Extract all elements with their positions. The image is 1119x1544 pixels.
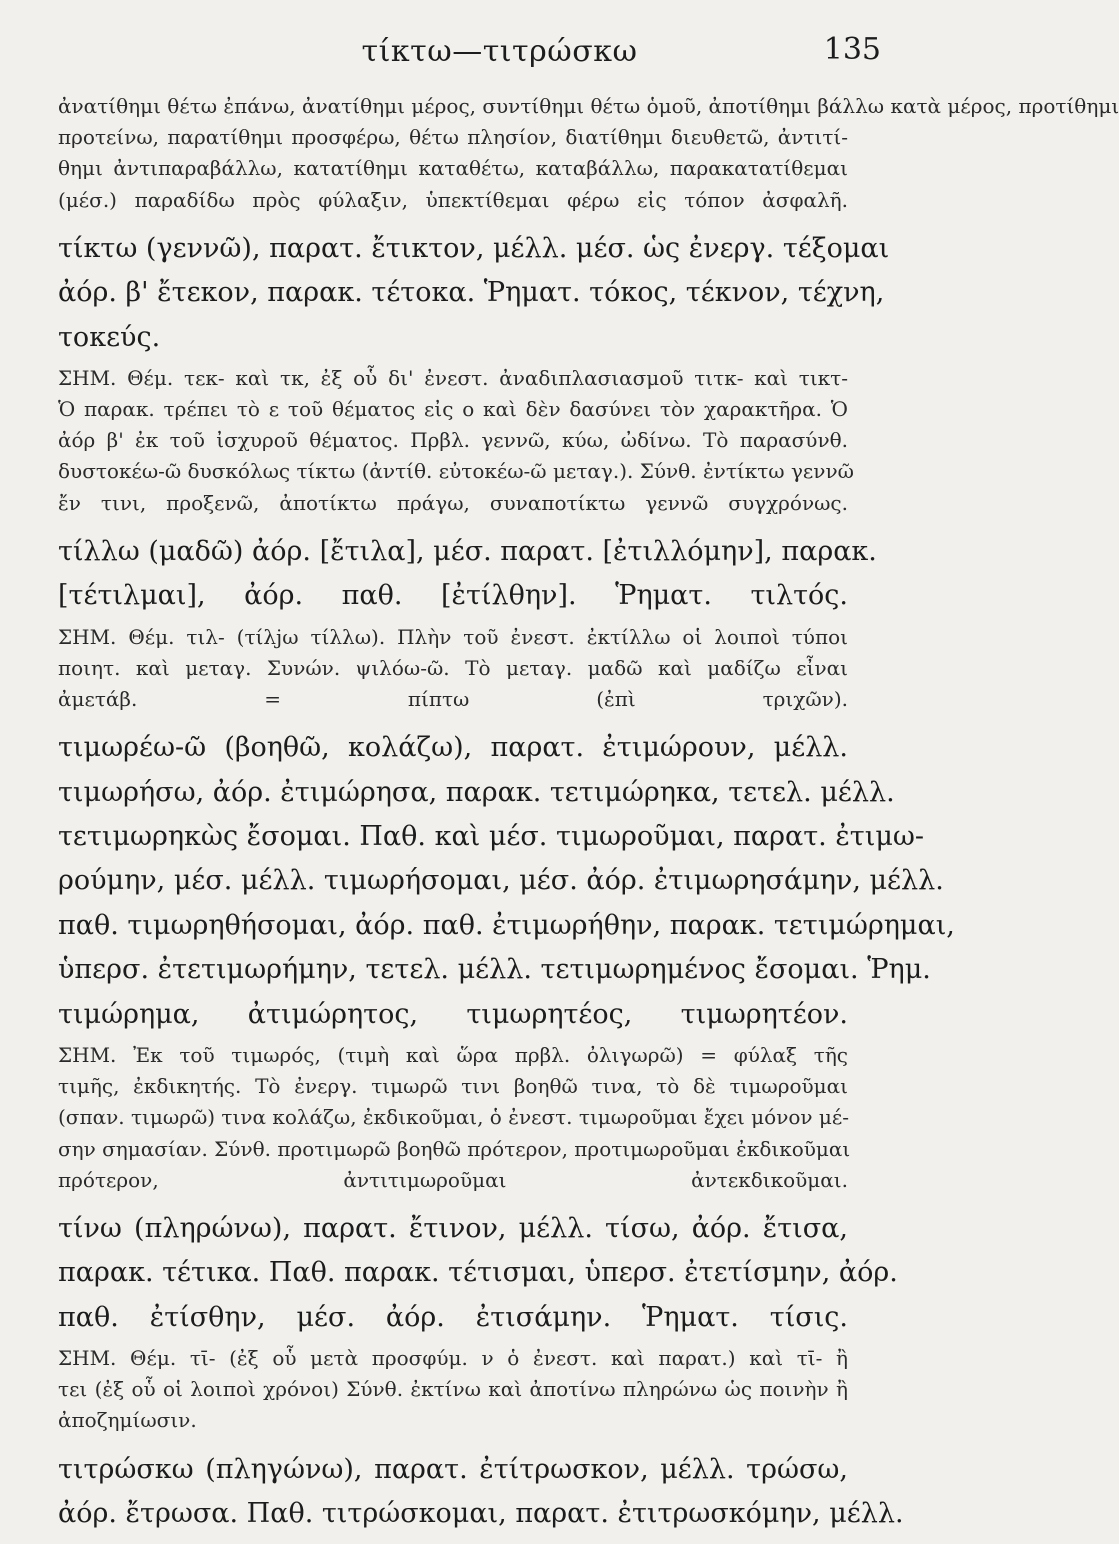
entry-line: τιμώρημα, ἀτιμώρητος, τιμωρητέος, τιμωρητέον. bbox=[58, 998, 848, 1030]
note-line: ἀνατίθημι θέτω ἐπάνω, ἀνατίθημι μέρος, συντίθημι θέτω ὁμοῦ, ἀποτίθημι βάλλω κατὰ μέρος, προτίθημι bbox=[58, 94, 1119, 118]
note-line: (σπαν. τιμωρῶ) τινα κολάζω, ἐκδικοῦμαι, ὁ ἐνεστ. τιμωροῦμαι ἔχει μόνον μέ- bbox=[58, 1105, 850, 1130]
note-line: ἔν τινι, προξενῶ, ἀποτίκτω πράγω, συναποτίκτω γεννῶ συγχρόνως. bbox=[58, 490, 848, 515]
entry-line: ρούμην, μέσ. μέλλ. τιμωρήσομαι, μέσ. ἀόρ. ἐτιμωρησάμην, μέλλ. bbox=[58, 865, 944, 897]
note-line: ΣΗΜ. Ἐκ τοῦ τιμωρός, (τιμὴ καὶ ὥρα πρβλ. ὀλιγωρῶ) = φύλαξ τῆς bbox=[58, 1042, 848, 1067]
note-line: προτείνω, παρατίθημι προσφέρω, θέτω πλησίον, διατίθημι διευθετῶ, ἀντιτί- bbox=[58, 125, 848, 150]
note-line: τει (ἐξ οὗ οἱ λοιποὶ χρόνοι) Σύνθ. ἐκτίνω καὶ ἀποτίνω πληρώνω ὡς ποινὴν ἢ bbox=[58, 1377, 848, 1402]
note-line: ΣΗΜ. Θέμ. τεκ- καὶ τκ, ἐξ οὗ δι' ἐνεστ. ἀναδιπλασιασμοῦ τιτκ- καὶ τικτ- bbox=[58, 365, 848, 390]
entry-line: ἀόρ. β' ἔτεκον, παρακ. τέτοκα. Ῥηματ. τόκος, τέκνον, τέχνη, bbox=[58, 277, 885, 309]
entry-line: τίνω (πληρώνω), παρατ. ἔτινον, μέλλ. τίσω, ἀόρ. ἔτισα, bbox=[58, 1212, 848, 1244]
entry-line: τετιμωρηκὼς ἔσομαι. Παθ. καὶ μέσ. τιμωροῦμαι, παρατ. ἐτιμω- bbox=[58, 820, 925, 852]
note-line: δυστοκέω-ῶ δυσκόλως τίκτω (ἀντίθ. εὐτοκέω-ῶ μεταγ.). Σύνθ. ἐντίκτω γεννῶ bbox=[58, 459, 854, 484]
entry-line: τιμωρέω-ῶ (βοηθῶ, κολάζω), παρατ. ἐτιμώρουν, μέλλ. bbox=[58, 732, 848, 764]
entry-line: [τέτιλμαι], ἀόρ. παθ. [ἐτίλθην]. Ῥηματ. τιλτός. bbox=[58, 580, 848, 612]
entry-line: παθ. ἐτίσθην, μέσ. ἀόρ. ἐτισάμην. Ῥηματ. τίσις. bbox=[58, 1301, 848, 1333]
entry-line: τίλλω (μαδῶ) ἀόρ. [ἔτιλα], μέσ. παρατ. [ἐτιλλόμην], παρακ. bbox=[58, 535, 877, 567]
note-line: Ὁ παρακ. τρέπει τὸ ε τοῦ θέματος εἰς ο καὶ δὲν δασύνει τὸν χαρακτῆρα. Ὁ bbox=[58, 397, 848, 422]
entry-line: ὑπερσ. ἐτετιμωρήμην, τετελ. μέλλ. τετιμωρημένος ἔσομαι. Ῥημ. bbox=[58, 954, 931, 986]
note-line: ἀμετάβ. = πίπτω (ἐπὶ τριχῶν). bbox=[58, 687, 848, 712]
note-line: ΣΗΜ. Θέμ. τιλ- (τίλjω τίλλω). Πλὴν τοῦ ἐνεστ. ἐκτίλλω οἱ λοιποὶ τύποι bbox=[58, 624, 848, 649]
note-line: ΣΗΜ. Θέμ. τῑ- (ἐξ οὗ μετὰ προσφύμ. ν ὁ ἐνεστ. καὶ παρατ.) καὶ τῑ- ἢ bbox=[58, 1346, 848, 1371]
running-head: τίκτω—τιτρώσκω bbox=[361, 34, 638, 69]
note-line: (μέσ.) παραδίδω πρὸς φύλαξιν, ὑπεκτίθεμαι φέρω εἰς τόπον ἀσφαλῆ. bbox=[58, 187, 848, 212]
note-line: θημι ἀντιπαραβάλλω, κατατίθημι καταθέτω, καταβάλλω, παρακατατίθεμαι bbox=[58, 156, 848, 181]
entry-line: τίκτω (γεννῶ), παρατ. ἔτικτον, μέλλ. μέσ. ὡς ἐνεργ. τέξομαι bbox=[58, 232, 890, 264]
entry-line: ἀόρ. ἔτρωσα. Παθ. τιτρώσκομαι, παρατ. ἐτιτρωσκόμην, μέλλ. bbox=[58, 1498, 904, 1529]
entry-line: παρακ. τέτικα. Παθ. παρακ. τέτισμαι, ὑπερσ. ἐτετίσμην, ἀόρ. bbox=[58, 1257, 898, 1289]
page-header bbox=[0, 28, 999, 78]
entry-line: παθ. τιμωρηθήσομαι, ἀόρ. παθ. ἐτιμωρήθην, παρακ. τετιμώρημαι, bbox=[58, 909, 955, 941]
note-line: ποιητ. καὶ μεταγ. Συνών. ψιλόω-ῶ. Τὸ μεταγ. μαδῶ καὶ μαδίζω εἶναι bbox=[58, 655, 848, 680]
entry-line: τιμωρήσω, ἀόρ. ἐτιμώρησα, παρακ. τετιμώρηκα, τετελ. μέλλ. bbox=[58, 776, 895, 808]
note-line: ἀποζημίωσιν. bbox=[58, 1408, 197, 1433]
dictionary-body bbox=[58, 94, 1119, 1544]
page-number: 135 bbox=[823, 32, 881, 67]
entry-line: τιτρώσκω (πληγώνω), παρατ. ἐτίτρωσκον, μέλλ. τρώσω, bbox=[58, 1453, 848, 1485]
note-line: ἀόρ β' ἐκ τοῦ ἰσχυροῦ θέματος. Πρβλ. γεννῶ, κύω, ὠδίνω. Τὸ παρασύνθ. bbox=[58, 428, 848, 453]
note-line: τιμῆς, ἐκδικητής. Τὸ ἐνεργ. τιμωρῶ τινι βοηθῶ τινα, τὸ δὲ τιμωροῦμαι bbox=[58, 1074, 848, 1099]
note-line: πρότερον, ἀντιτιμωροῦμαι ἀντεκδικοῦμαι. bbox=[58, 1167, 848, 1192]
note-line: σην σημασίαν. Σύνθ. προτιμωρῶ βοηθῶ πρότερον, προτιμωροῦμαι ἐκδικοῦμαι bbox=[58, 1136, 851, 1161]
entry-line: τοκεύς. bbox=[58, 321, 161, 353]
